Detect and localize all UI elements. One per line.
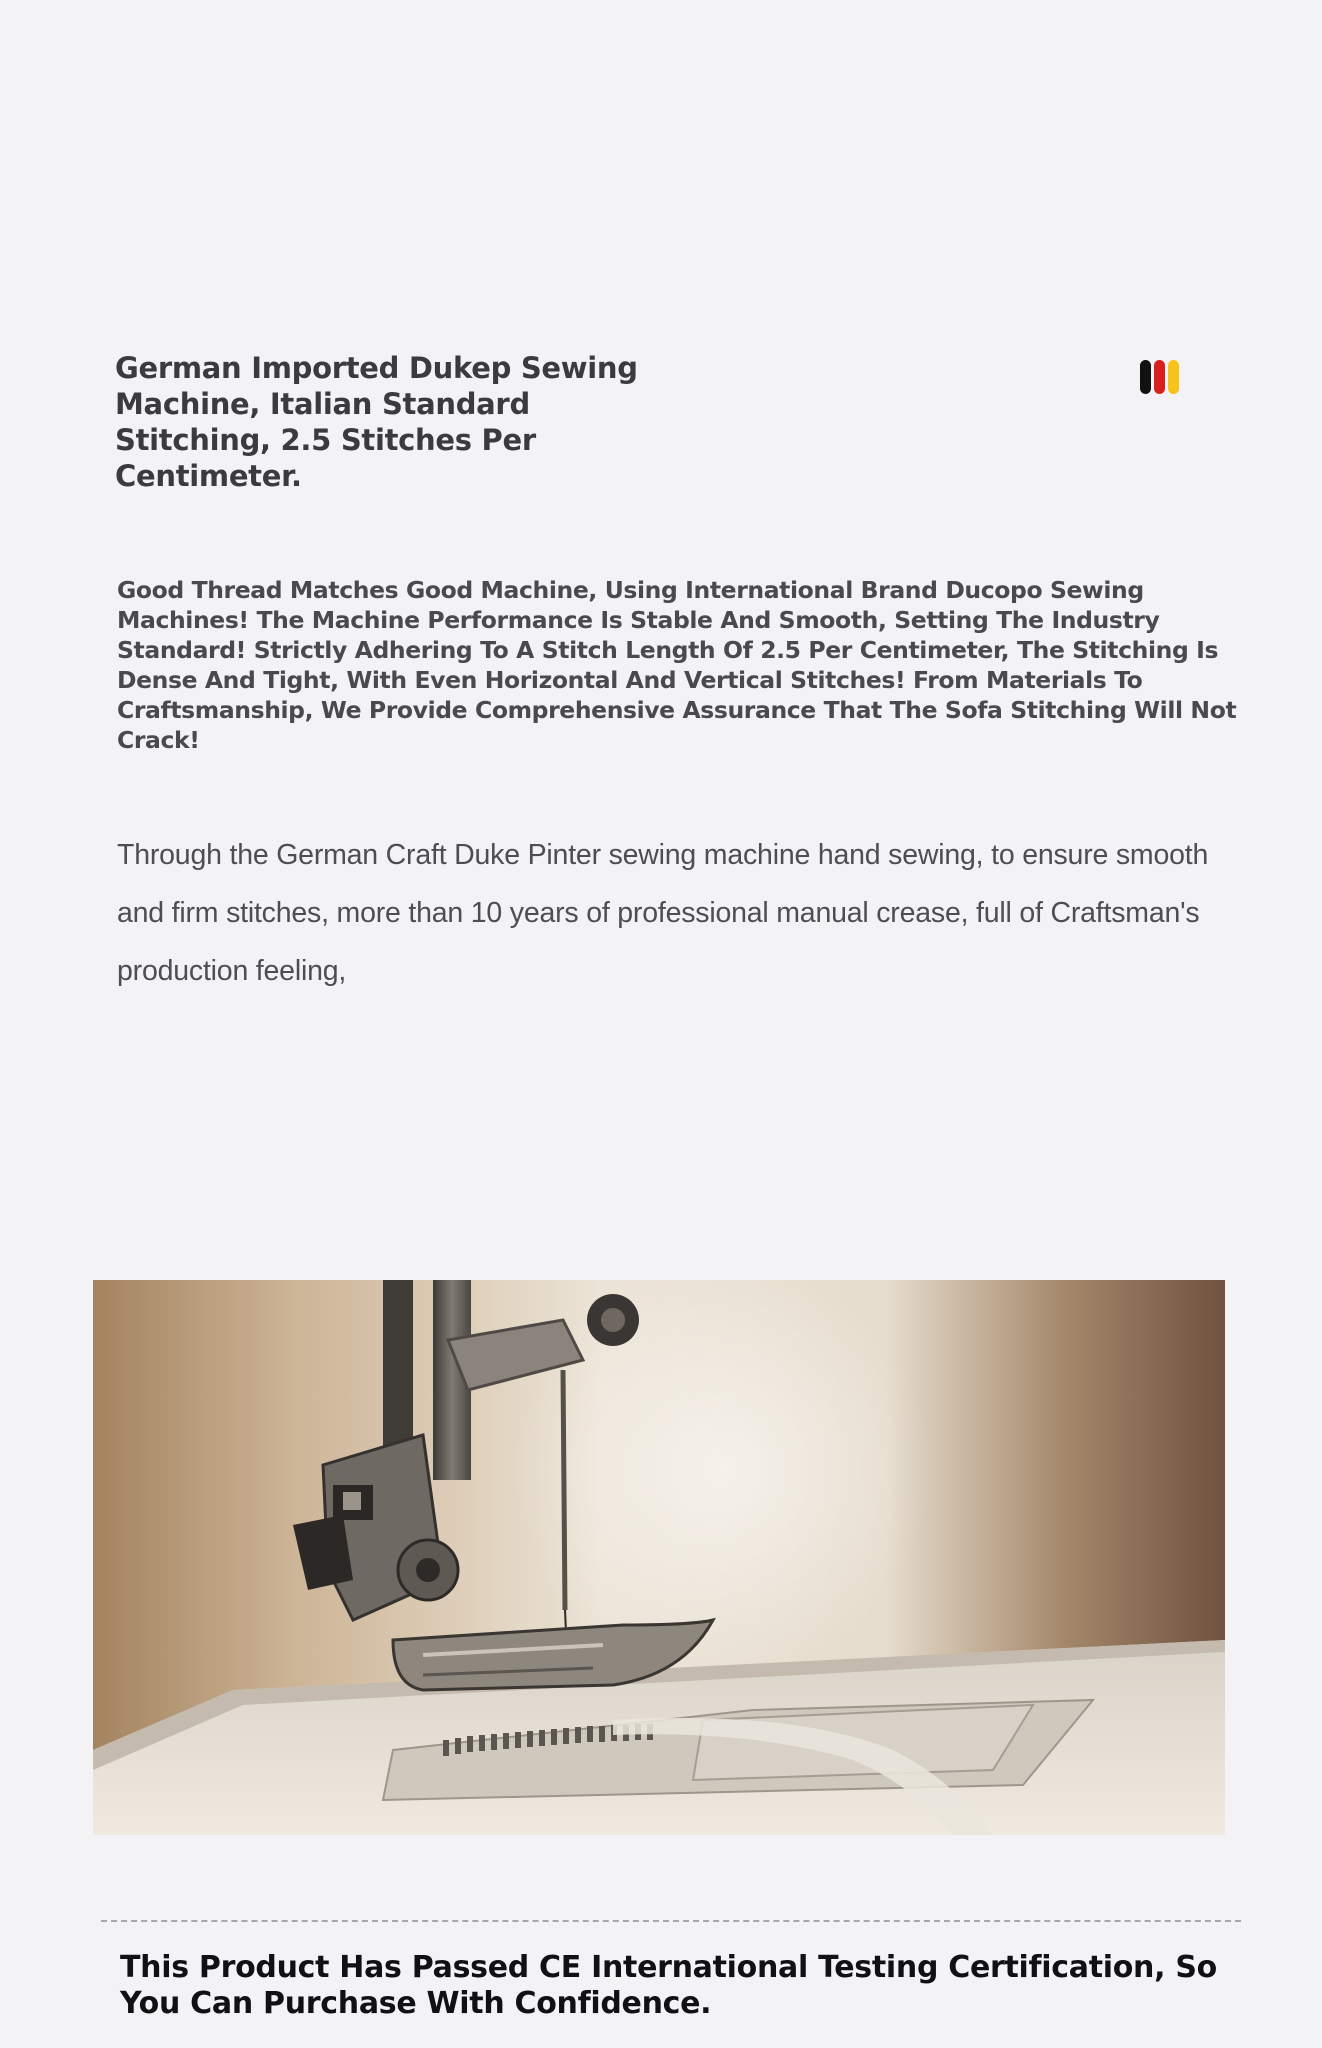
sewing-machine-photo — [93, 1280, 1225, 1835]
flag-stripe-gold — [1168, 360, 1179, 394]
germany-flag-icon — [1140, 360, 1179, 394]
certification-statement: This Product Has Passed CE International Testing Certification, So You Can Purchase With Confidence. — [120, 1950, 1217, 2021]
flag-stripe-black — [1140, 360, 1151, 394]
page-headline: German Imported Dukep Sewing Machine, Italian Standard Stitching, 2.5 Stitches Per Centimeter. — [115, 351, 638, 493]
flag-stripe-red — [1154, 360, 1165, 394]
section-divider — [101, 1920, 1241, 1922]
craft-paragraph: Through the German Craft Duke Pinter sewing machine hand sewing, to ensure smooth and firm stitches, more than 10 years of professional manual crease, full of Craftsman's production feeling, — [117, 839, 1209, 987]
intro-paragraph: Good Thread Matches Good Machine, Using International Brand Ducopo Sewing Machines! The Machine Performance Is Stable And Smooth, Setting The Industry Standard! Strictly Adhering To A Stitch Length Of 2.5 Per Centimeter, The Stitching Is Dense And Tight, With Even Horizontal And Vertical Stitches! From Materials To Craftsmanship, We Provide Comprehensive Assurance That The Sofa Stitching Will Not Crack! — [117, 576, 1237, 754]
